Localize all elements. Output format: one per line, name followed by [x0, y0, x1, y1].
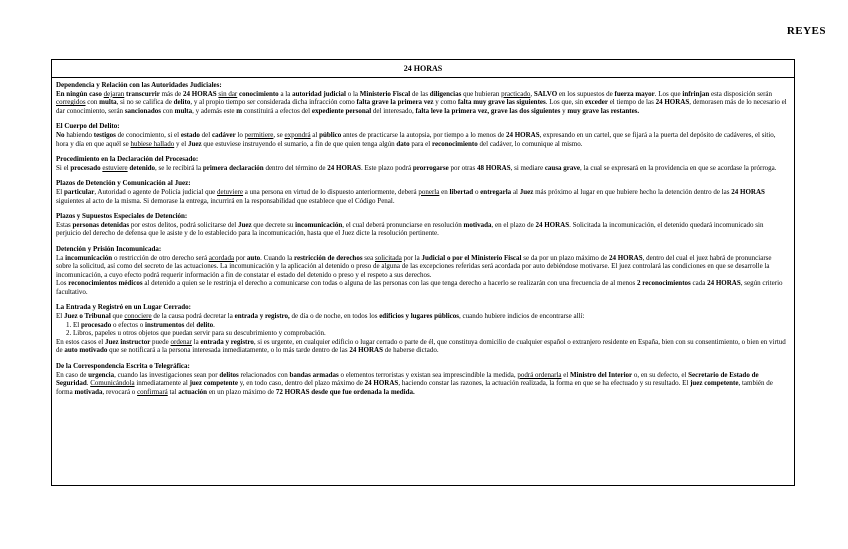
- body-text: , en el plazo de: [491, 220, 536, 229]
- body-text: 1. El: [66, 320, 81, 329]
- body-text: y el: [174, 139, 189, 148]
- emphasis-text: infrinjan: [682, 89, 710, 98]
- emphasis-text: 24 HORAS: [327, 163, 361, 172]
- emphasis-text: m: [236, 106, 243, 115]
- emphasis-text: auto: [246, 253, 261, 262]
- underlined-text: practicado: [501, 89, 531, 98]
- body-text: o efectos o: [111, 320, 146, 329]
- emphasis-text: 24 HORAS: [505, 130, 540, 139]
- underlined-text: sin dar: [218, 89, 238, 98]
- box-content: [52, 78, 794, 396]
- underlined-text: permitiere: [244, 130, 274, 139]
- body-text: del cadáver, lo comunique al mismo.: [477, 139, 583, 148]
- section-8: [56, 362, 788, 396]
- emphasis-text: exceder: [585, 98, 608, 107]
- body-text: inmediatamente al: [134, 379, 190, 388]
- emphasis-text: Juez: [188, 139, 202, 148]
- emphasis-text: procesado: [70, 163, 101, 172]
- emphasis-text: 24 HORAS: [535, 220, 570, 229]
- emphasis-text: urgencia: [88, 370, 115, 379]
- body-text: al: [310, 130, 320, 139]
- body-text: tal: [167, 387, 179, 396]
- section-heading: Procedimiento en la Declaración del Procesado:: [56, 155, 199, 164]
- emphasis-text: sancionados: [124, 106, 161, 115]
- emphasis-text: entregarla: [480, 187, 512, 196]
- body-text: En caso de: [56, 370, 89, 379]
- emphasis-text: transcurrir: [126, 89, 160, 98]
- emphasis-text: 24 HORAS: [608, 253, 643, 262]
- body-text: esta disposición serán: [709, 89, 773, 98]
- body-text: , el cual deberá pronunciarse en resolución: [342, 220, 464, 229]
- emphasis-text: prorrogarse: [412, 163, 449, 172]
- emphasis-text: 24 HORAS: [731, 187, 765, 196]
- emphasis-text: causa grave: [544, 163, 581, 172]
- emphasis-text: estado: [180, 130, 200, 139]
- underlined-text: solicitada: [375, 253, 402, 262]
- section-paragraph-continued: [56, 338, 788, 355]
- section-paragraph: [56, 371, 788, 397]
- body-text: en un plazo máximo de: [207, 387, 276, 396]
- emphasis-text: falta leve la primera vez, grave las dos siguientes: [415, 106, 561, 115]
- body-text: . Solicitada la incomunicación, el detenido quedará incomunicado sin perjuicio del derecho de defensa que le asiste y de lo establecido para la incomunicación, hasta que el Juez dicte la resolución pertinente.: [56, 220, 764, 238]
- body-text: , se le recibirá la: [155, 163, 203, 172]
- underlined-text: dejaran: [103, 89, 125, 98]
- emphasis-text: motivada: [463, 220, 492, 229]
- body-text: , también de forma: [56, 379, 773, 396]
- emphasis-text: entrada y registro,: [234, 312, 290, 321]
- body-text: , cuando hubiere indicios de encontrarse allí:: [459, 312, 585, 321]
- body-text: , dentro del cual el juez habrá de pronunciarse sobre la solicitud, así como del secreto de las actuaciones. La incomunicación y la aplicación al detenido o preso de alguna de las excepciones referidas será acordada por auto debiéndose motivarse. El juez controlará las condiciones en que se desarrolle la incomunicación, a cuyo efecto podrá requerir información a fin de constatar el estado del detenido o preso y el respeto a sus derechos.: [56, 253, 772, 279]
- page-header-name: REYES: [786, 25, 826, 37]
- body-text: a una persona en virtud de lo dispuesto anteriormente, deberá: [243, 187, 419, 196]
- body-text: , revocará o: [102, 387, 138, 396]
- emphasis-text: 24 HORAS: [349, 346, 383, 355]
- body-text: Los: [56, 279, 69, 288]
- body-text: Si el: [56, 163, 71, 172]
- section-heading: Detención y Prisión Incomunicada:: [56, 244, 162, 253]
- box-title: 24 HORAS: [52, 60, 794, 78]
- body-text: habiendo: [64, 130, 94, 139]
- section-heading: El Cuerpo del Delito:: [56, 122, 120, 131]
- underlined-text: hubiese hallado: [130, 139, 175, 148]
- section-3: [56, 155, 788, 172]
- underlined-text: podrá ordenarla: [517, 370, 562, 379]
- section-heading: La Entrada y Registró en un Lugar Cerrado:: [56, 303, 192, 312]
- emphasis-text: edificios y lugares públicos: [379, 312, 459, 321]
- emphasis-text: Ministerio Fiscal: [359, 89, 411, 98]
- list-item: [66, 321, 788, 330]
- emphasis-text: libertad: [449, 187, 474, 196]
- body-text: lo: [235, 130, 245, 139]
- content-box: [51, 59, 795, 486]
- emphasis-text: SALVO: [533, 89, 558, 98]
- section-paragraph: [56, 164, 788, 173]
- emphasis-text: cadáver: [211, 130, 236, 139]
- emphasis-text: falta muy grave las siguientes: [457, 98, 546, 107]
- body-text: del: [184, 320, 197, 329]
- emphasis-text: restricción de derechos: [293, 253, 363, 262]
- body-text: y, en todo caso, dentro del plazo máximo de: [237, 379, 365, 388]
- body-text: dentro del término de: [263, 163, 328, 172]
- body-text: ,: [530, 89, 534, 98]
- emphasis-text: autoridad judicial: [292, 89, 346, 98]
- body-text: más próximo al lugar en que hubiere hecho la detención dentro de las: [533, 187, 732, 196]
- emphasis-text: delito: [196, 320, 214, 329]
- body-text: , se: [273, 130, 285, 139]
- body-text: al detenido a quien se le restrinja el derecho a comunicarse con todas o alguna de las personas con las que tenga derecho a hacerlo se realizarán con una frecuencia de al menos: [142, 279, 638, 288]
- underlined-text: estuviere: [102, 163, 128, 172]
- body-text: por: [234, 253, 247, 262]
- body-text: constituirá a efectos del: [242, 106, 312, 115]
- emphasis-text: 24 HORAS: [655, 98, 690, 107]
- emphasis-text: En ningún caso: [56, 89, 102, 98]
- body-text: de conocimiento, si el: [115, 130, 181, 139]
- body-text: cada: [690, 279, 708, 288]
- emphasis-text: 72 HORAS desde que fue ordenada la medida.: [275, 387, 415, 396]
- body-text: , según criterio facultativo.: [56, 279, 783, 296]
- body-text: En estos casos el: [56, 337, 105, 346]
- emphasis-text: conocimiento: [239, 89, 279, 98]
- underlined-text: ordenar: [170, 337, 192, 346]
- emphasis-text: incomunicación: [65, 253, 113, 262]
- body-text: a la: [278, 89, 293, 98]
- body-text: El: [56, 187, 64, 196]
- body-text: al: [511, 187, 520, 196]
- body-text: sea: [362, 253, 375, 262]
- section-4: [56, 179, 788, 205]
- body-text: o restricción de otro derecho será: [112, 253, 209, 262]
- emphasis-text: entrada y registro: [200, 337, 254, 346]
- emphasis-text: falta grave la primera vez: [356, 98, 434, 107]
- section-1: [56, 81, 788, 115]
- section-paragraph: [56, 90, 788, 116]
- underlined-text: confirmará: [137, 387, 168, 396]
- body-text: o: [473, 187, 481, 196]
- emphasis-text: motivada: [74, 387, 103, 396]
- emphasis-text: 24 HORAS: [183, 89, 217, 98]
- body-text: Estas: [56, 220, 73, 229]
- emphasis-text: 24 HORAS: [707, 279, 741, 288]
- body-text: por otras: [448, 163, 477, 172]
- body-text: , y al propio tiempo ser considerada dicha infracción como: [190, 98, 357, 107]
- body-text: que: [110, 312, 125, 321]
- emphasis-text: Juez o Tribunal: [63, 312, 111, 321]
- section-paragraph: [56, 221, 788, 238]
- emphasis-text: detenido: [129, 163, 156, 172]
- body-text: , si es urgente, en cualquier edificio o lugar cerrado o parte de él, que constituya domicilio de cualquier español o extranjero residente en España, bien con su consentimiento, o bien en virtud de: [56, 337, 786, 355]
- body-text: o elementos terroristas y existan sea imprescindible la medida,: [338, 370, 518, 379]
- underlined-text: Comunicándola: [90, 379, 135, 388]
- body-text: para el: [409, 139, 432, 148]
- underlined-text: corregidos: [56, 98, 86, 107]
- body-text: puede: [150, 337, 171, 346]
- emphasis-text: primera declaración: [202, 163, 264, 172]
- body-text: se da por un plazo máximo de: [521, 253, 609, 262]
- body-text: la: [191, 337, 201, 346]
- underlined-text: detuviere: [216, 187, 244, 196]
- body-text: con: [161, 106, 175, 115]
- emphasis-text: incomunicación: [295, 220, 343, 229]
- body-text: que se notificará a la persona interesada inmediatamente, o lo más tarde dentro de las: [107, 346, 350, 355]
- emphasis-text: Secretario de Estado de Seguridad: [56, 370, 759, 388]
- section-6: [56, 245, 788, 297]
- body-text: , demorasen más de lo necesario el dar conocimiento, serán: [56, 98, 787, 115]
- section-heading: Plazos y Supuestos Especiales de Detención:: [56, 212, 188, 221]
- body-text: de haberse dictado.: [383, 346, 439, 355]
- emphasis-text: reconocimiento: [432, 139, 478, 148]
- numbered-list: [66, 321, 788, 338]
- body-text: del: [199, 130, 212, 139]
- section-heading: De la Correspondencia Escrita o Telegráfica:: [56, 362, 190, 371]
- body-text: de día o de noche, en todos los: [289, 312, 380, 321]
- emphasis-text: delito: [173, 98, 191, 107]
- section-heading: Dependencia y Relación con las Autoridades Judiciales:: [56, 81, 222, 89]
- emphasis-text: Juez: [519, 187, 534, 196]
- emphasis-text: 48 HORAS: [476, 163, 511, 172]
- emphasis-text: juez competente: [189, 379, 238, 388]
- emphasis-text: procesado: [80, 320, 112, 329]
- section-7: [56, 303, 788, 355]
- body-text: o la: [345, 89, 360, 98]
- body-text: por estos delitos, podrá solicitarse del: [129, 220, 238, 229]
- section-paragraph: [56, 188, 788, 205]
- body-text: que hubieran: [461, 89, 502, 98]
- emphasis-text: multa: [174, 106, 193, 115]
- body-text: antes de practicarse la autopsia, por tiempo a lo menos de: [341, 130, 506, 139]
- body-text: , cuando las investigaciones sean por: [114, 370, 220, 379]
- emphasis-text: Juez: [238, 220, 252, 229]
- underlined-text: acordada: [208, 253, 235, 262]
- body-text: en los supuestos de: [557, 89, 615, 98]
- body-text: más de: [159, 89, 183, 98]
- body-text: La: [56, 253, 66, 262]
- emphasis-text: Juez instructor: [105, 337, 151, 346]
- body-text: y: [560, 106, 568, 115]
- emphasis-text: expediente personal: [311, 106, 372, 115]
- body-text: .: [86, 379, 91, 388]
- emphasis-text: fuerza mayor: [614, 89, 655, 98]
- body-text: y como: [433, 98, 458, 107]
- body-text: . Los que: [654, 89, 683, 98]
- emphasis-text: testigos: [93, 130, 116, 139]
- section-5: [56, 212, 788, 238]
- emphasis-text: Judicial o por el Ministerio Fiscal: [421, 253, 522, 262]
- body-text: que estuviese instruyendo el sumario, a fin de que quien tenga algún: [201, 139, 397, 148]
- body-text: , si no se califica de: [116, 98, 174, 107]
- body-text: , y además este: [192, 106, 237, 115]
- emphasis-text: personas detenidas: [72, 220, 130, 229]
- emphasis-text: reconocimientos médicos: [68, 279, 143, 288]
- body-text: que decrete su: [251, 220, 296, 229]
- emphasis-text: muy grave las restantes.: [567, 106, 640, 115]
- body-text: , haciendo constar las razones, la actuación realizada, la forma en que se ha efectuado y su resultado. El: [398, 379, 691, 388]
- body-text: en: [439, 187, 450, 196]
- body-text: . Cuando la: [260, 253, 294, 262]
- body-text: del interesado,: [371, 106, 416, 115]
- list-item: [66, 329, 788, 338]
- body-text: , la cual se expresará en la providencia en que se acordase la prórroga.: [580, 163, 777, 172]
- body-text: . Los que, sin: [545, 98, 586, 107]
- emphasis-text: delitos: [219, 370, 239, 379]
- body-text: 2. Libros, papeles u otros objetos que puedan servir para su descubrimiento y comprobación.: [66, 329, 326, 338]
- emphasis-text: instrumentos: [145, 320, 185, 329]
- section-paragraph: [56, 312, 788, 321]
- body-text: El: [56, 312, 64, 321]
- body-text: el tiempo de las: [607, 98, 656, 107]
- emphasis-text: 2 reconocimientos: [637, 279, 691, 288]
- underlined-text: expondrá: [284, 130, 311, 139]
- emphasis-text: público: [319, 130, 342, 139]
- body-text: o, en su defecto, el: [632, 370, 689, 379]
- emphasis-text: multa: [99, 98, 117, 107]
- body-text: , Autoridad o agente de Policía judicial que: [94, 187, 217, 196]
- body-text: de la causa podrá decretar la: [151, 312, 235, 321]
- emphasis-text: No: [56, 130, 65, 139]
- underlined-text: ponerla: [418, 187, 440, 196]
- body-text: . Este plazo podrá: [360, 163, 413, 172]
- emphasis-text: particular: [63, 187, 95, 196]
- emphasis-text: 24 HORAS: [364, 379, 399, 388]
- emphasis-text: Ministro del Interior: [570, 370, 633, 379]
- underlined-text: conociere: [124, 312, 152, 321]
- emphasis-text: auto motivado: [64, 346, 108, 355]
- body-text: relacionados con: [238, 370, 290, 379]
- emphasis-text: diligencias: [429, 89, 462, 98]
- body-text: .: [213, 320, 215, 329]
- body-text: , expresando en un cartel, que se fijará a la puerta del depósito de cadáveres, el sitio, hora y día en que aquél se: [56, 130, 776, 148]
- body-text: , si mediare: [510, 163, 545, 172]
- section-paragraph: [56, 131, 788, 148]
- body-text: por la: [401, 253, 422, 262]
- emphasis-text: dato: [396, 139, 410, 148]
- body-text: de las: [410, 89, 430, 98]
- body-text: el: [561, 370, 571, 379]
- body-text: siguientes al acto de la misma. Si demorase la entrega, incurrirá en la responsabilidad que establece que el Código Penal.: [56, 196, 395, 205]
- section-heading: Plazos de Detención y Comunicación al Juez:: [56, 179, 191, 188]
- emphasis-text: actuación: [178, 387, 208, 396]
- emphasis-text: bandas armadas: [289, 370, 339, 379]
- section-2: [56, 122, 788, 148]
- section-paragraph: [56, 254, 788, 297]
- emphasis-text: juez competente: [690, 379, 739, 388]
- body-text: con: [85, 98, 100, 107]
